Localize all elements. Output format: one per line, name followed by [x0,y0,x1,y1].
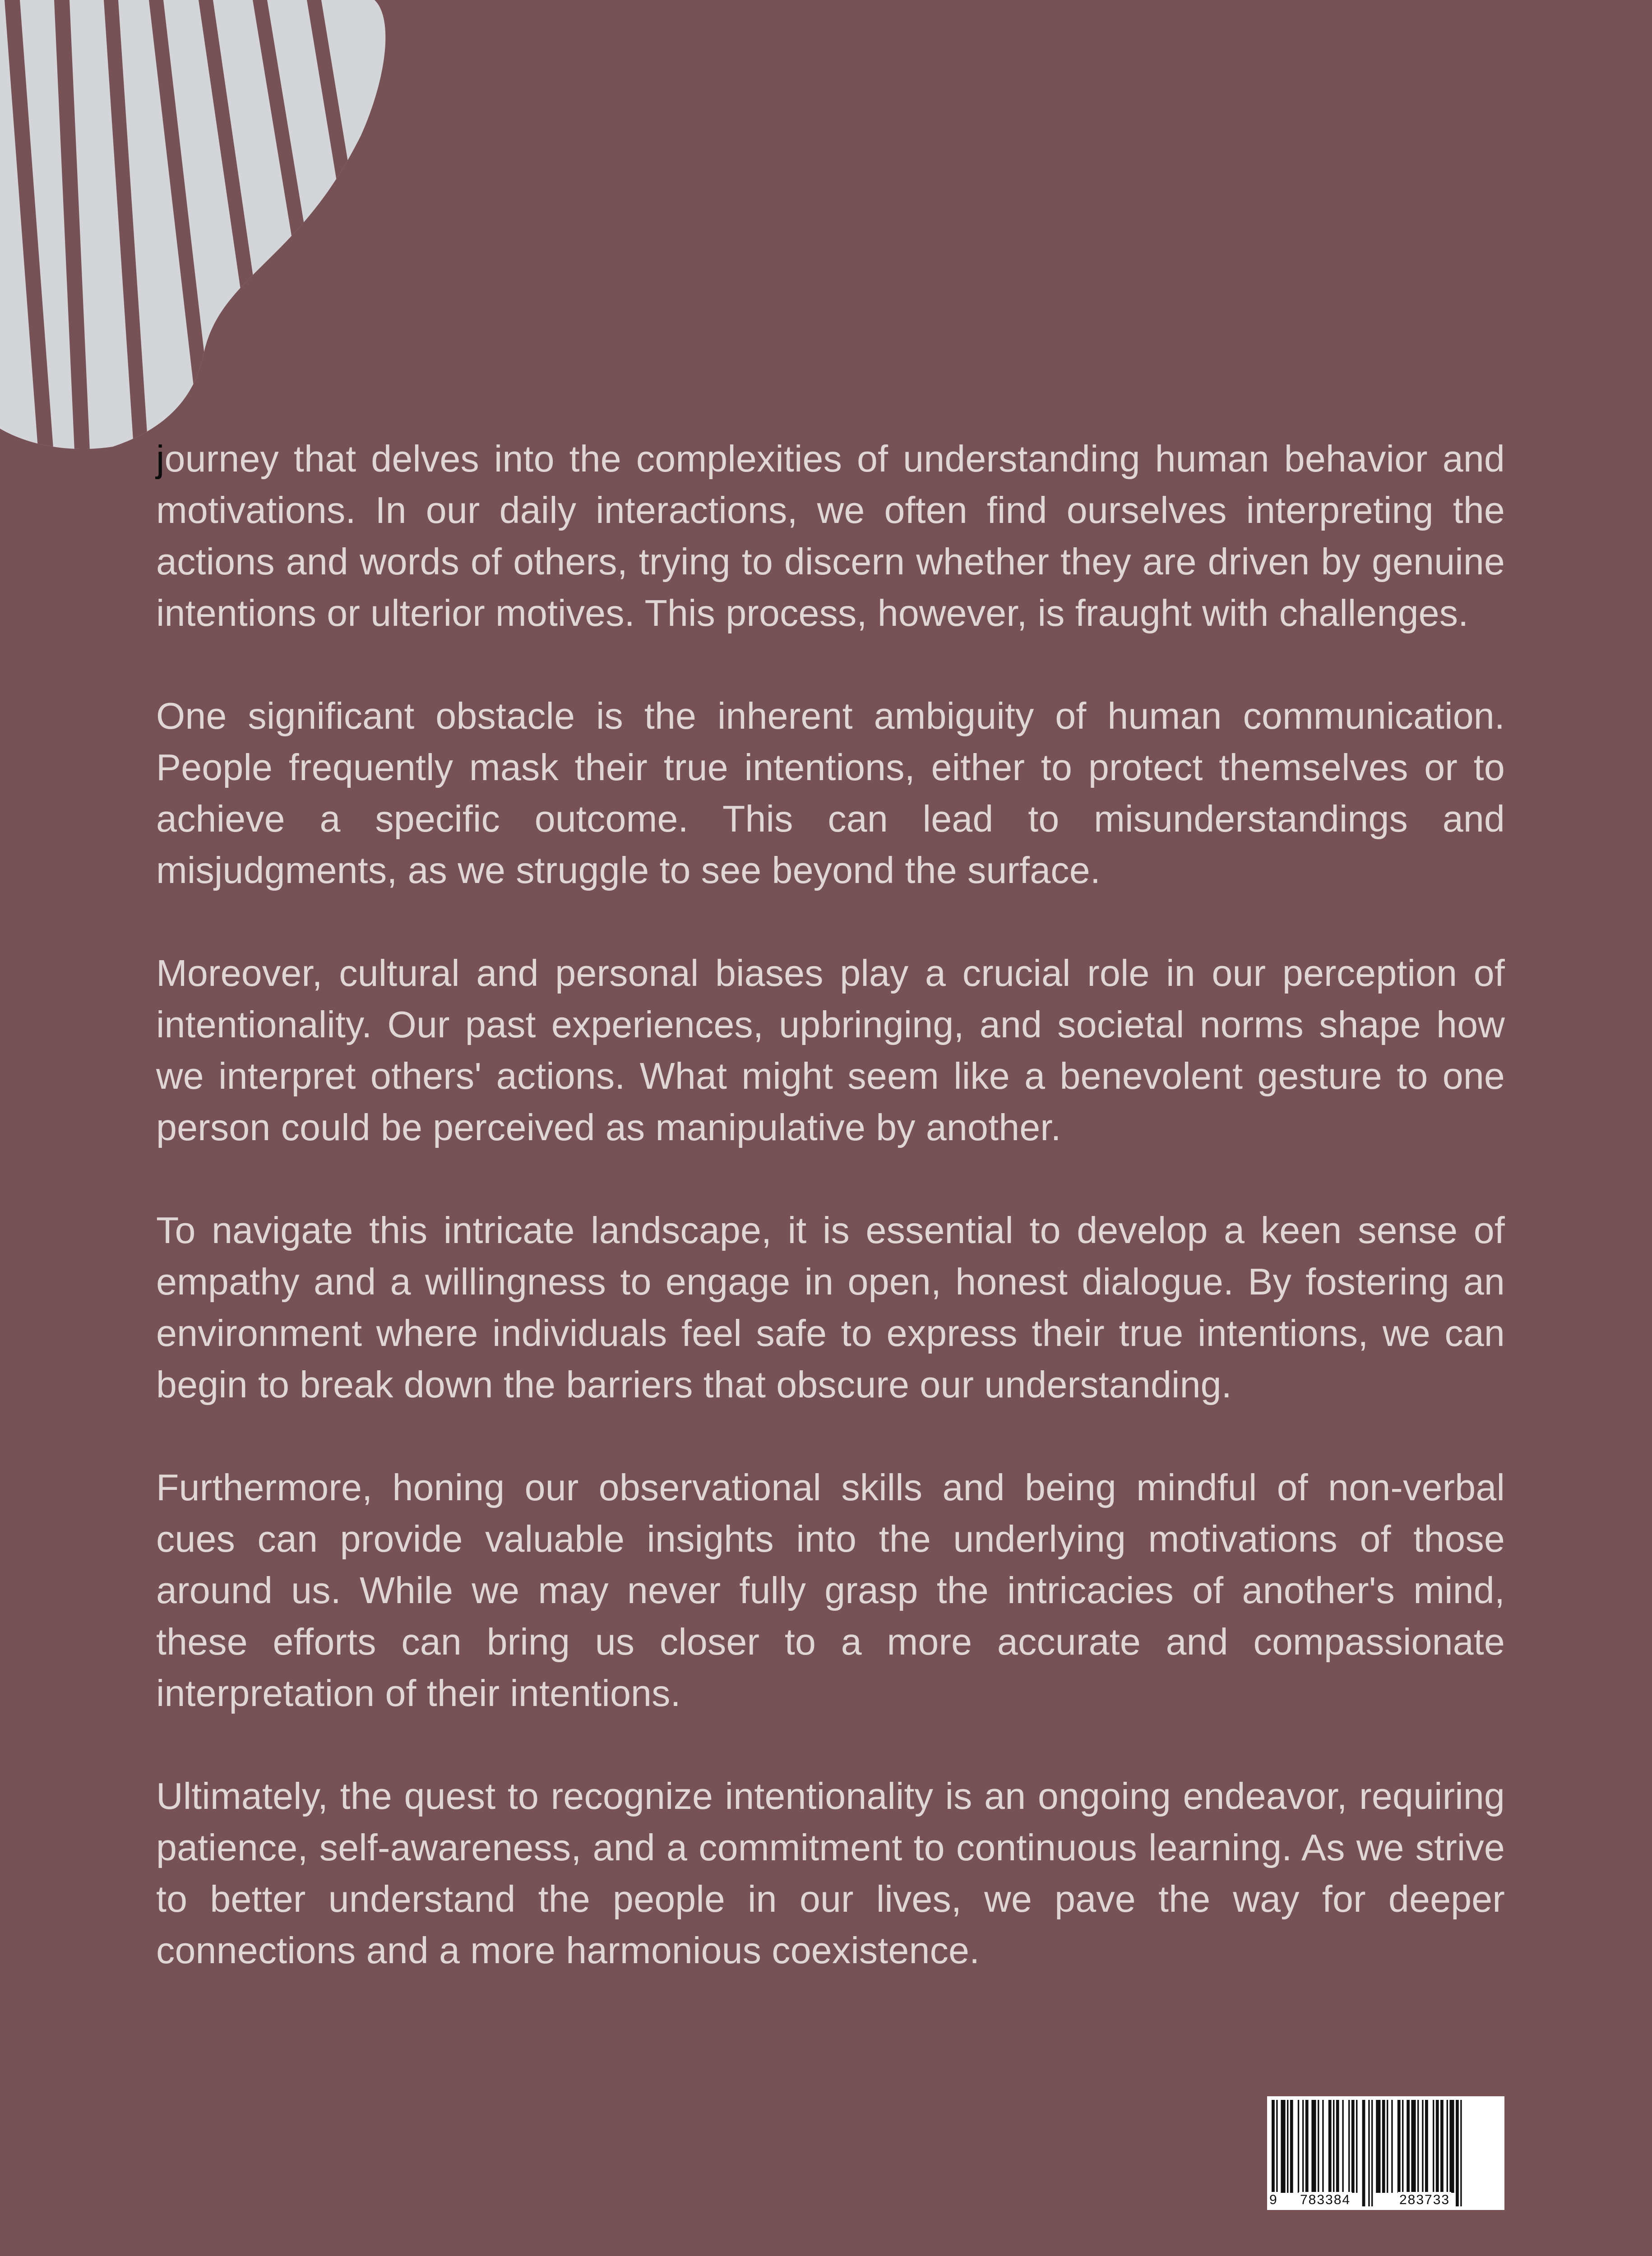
paragraph: One significant obstacle is the inherent ambiguity of human communication. People frequently mask their true intentions, either to protect themselves or to achieve a specific outcome. This can lead to misunderstandings and misjudgments, as we struggle to see beyond the surface. [156,695,1505,891]
back-cover-body [156,433,1505,1976]
barcode-digits [1267,2192,1504,2208]
barcode-digits-right: 283733 [1398,2192,1451,2208]
barcode-bar [1328,2100,1332,2193]
barcode-bar [1322,2100,1323,2193]
barcode-bar [1276,2100,1277,2206]
barcode-bar [1371,2100,1373,2206]
barcode-bar [1362,2100,1365,2206]
barcode-bar [1402,2100,1403,2193]
barcode-bar [1440,2100,1444,2193]
isbn-barcode [1267,2096,1504,2210]
barcode-bar [1281,2100,1285,2193]
barcode-bar [1298,2100,1299,2193]
barcode-bar [1382,2100,1385,2193]
barcode-digits-left: 783384 [1299,2192,1352,2208]
barcode-bar [1336,2100,1339,2193]
barcode-bar [1447,2100,1448,2193]
paragraph: Ultimately, the quest to recognize intentionality is an ongoing endeavor, requiring patience, self-awareness, and a commitment to continuous learning. As we strive to better understand the people in our lives, we pave the way for deeper connections and a more harmonious coexistence. [156,1775,1505,1971]
barcode-bar [1368,2100,1370,2206]
barcode-bar [1305,2100,1309,2193]
barcode-bar [1356,2100,1357,2193]
barcode-bar [1287,2100,1288,2193]
barcode-bar [1342,2100,1343,2193]
barcode-bar [1272,2100,1275,2206]
paragraph [156,433,1505,639]
barcode-bar [1449,2100,1454,2193]
barcode-bar [1391,2100,1393,2193]
barcode-bar [1417,2100,1419,2193]
barcode-bar [1376,2100,1380,2193]
barcode-bar [1433,2100,1434,2193]
striped-abstract-shape-icon [0,0,397,460]
barcode-bar [1411,2100,1416,2193]
paragraph-text: ourney that delves into the complexities of understanding human behavior and motivations. In our daily interactions, we often find ourselves interpreting the actions and words of others, trying to discern whether they are driven by genuine intentions or ulterior motives. This process, however, is fraught with challenges. [156,438,1505,634]
barcode-bar [1456,2100,1459,2206]
barcode-bar [1318,2100,1319,2193]
barcode-bar [1348,2100,1350,2193]
barcode-bar [1351,2100,1355,2193]
barcode-digit-first: 9 [1268,2192,1279,2208]
barcode-bar [1302,2100,1304,2193]
paragraph: To navigate this intricate landscape, it is essential to develop a keen sense of empathy and a willingness to engage in open, honest dialogue. By fostering an environment where individuals feel safe to express their true intentions, we can begin to break down the barriers that obscure our understanding. [156,1210,1505,1405]
barcode-bar [1333,2100,1334,2193]
lead-letter: j [156,438,165,480]
barcode-bar [1290,2100,1293,2193]
barcode-bar [1436,2100,1439,2193]
barcode-bar [1407,2100,1410,2193]
barcode-bar [1397,2100,1401,2193]
barcode-bar [1425,2100,1428,2193]
paragraph: Furthermore, honing our observational skills and being mindful of non-verbal cues can provide valuable insights into the underlying motivations of those around us. While we may never fully grasp the intricacies of another's mind, these efforts can bring us closer to a more accurate and compassionate interpretation of their intentions. [156,1467,1505,1714]
barcode-bar [1460,2100,1462,2206]
barcode-bar [1422,2100,1423,2193]
barcode-bar [1311,2100,1316,2193]
barcode-bar [1387,2100,1388,2193]
paragraph: Moreover, cultural and personal biases play a crucial role in our perception of intentionality. Our past experiences, upbringing, and societal norms shape how we interpret others' actions. What might seem like a benevolent gesture to one person could be perceived as manipulative by another. [156,952,1505,1148]
